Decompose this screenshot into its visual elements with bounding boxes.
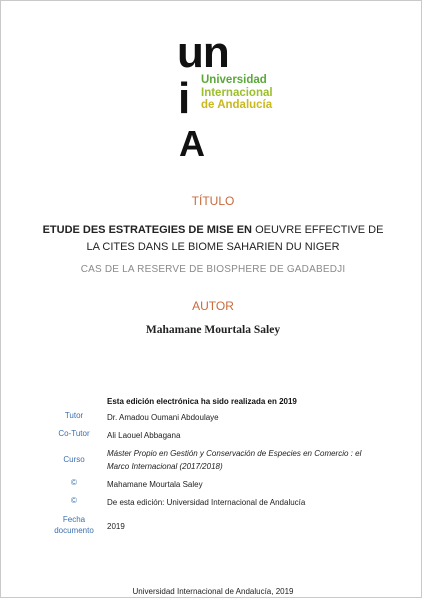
page-footer: Universidad Internacional de Andalucía, 2019 [132, 587, 294, 596]
title-bold-part: ETUDE DES ESTRATEGIES DE MISE EN [42, 224, 253, 236]
curso-row [47, 447, 387, 473]
fecha-label [47, 514, 101, 536]
logo-word-internacional: Internacional [201, 86, 273, 99]
logo-letter-a: A [179, 123, 205, 164]
copyright-icon: © [71, 478, 77, 487]
curso-line-2: Marco Internacional (2017/2018) [107, 462, 223, 471]
fecha-value: 2019 [107, 522, 125, 531]
fecha-row [47, 514, 387, 536]
tutor-row [47, 411, 387, 424]
logo-letters-un: un [177, 28, 229, 77]
copyright-edition-value: De esta edición: Universidad Internacional de Andalucía [107, 498, 306, 507]
autor-heading: AUTOR [192, 299, 234, 313]
cotutor-label: Co-Tutor [58, 429, 90, 438]
metadata-table [47, 411, 387, 541]
tutor-value: Dr. Amadou Oumani Abdoulaye [107, 413, 219, 422]
fecha-label-line-2: documento [54, 526, 94, 535]
tutor-label: Tutor [64, 411, 84, 420]
curso-value [101, 447, 387, 473]
cotutor-value: Ali Laouel Abbagana [107, 431, 181, 440]
logo-wordmark [201, 74, 273, 112]
curso-line-1: Máster Propio en Gestión y Conservación de Especies en Comercio : el [107, 449, 362, 458]
copyright-edition-row [47, 496, 387, 509]
copyright-author-row [47, 478, 387, 491]
subtitle: CAS DE LA RESERVE DE BIOSPHERE DE GADABEDJI [80, 264, 346, 275]
fecha-label-line-1: Fecha [62, 515, 86, 524]
author-name: Mahamane Mourtala Saley [145, 324, 281, 336]
cotutor-row [47, 429, 387, 442]
copyright-author-value: Mahamane Mourtala Saley [107, 480, 203, 489]
curso-label: Curso [63, 455, 85, 464]
title-normal-part: OEUVRE EFFECTIVE DE [252, 224, 384, 236]
title-line-1 [1, 224, 424, 236]
logo-letter-i: i [178, 74, 191, 123]
edition-note: Esta edición electrónica ha sido realizada en 2019 [107, 397, 297, 406]
logo-word-universidad: Universidad [201, 74, 267, 86]
unia-logo [177, 28, 287, 164]
copyright-icon: © [71, 496, 77, 505]
title-line-2: LA CITES DANS LE BIOME SAHARIEN DU NIGER [86, 241, 340, 253]
logo-word-andalucia: de Andalucía [201, 99, 273, 111]
titulo-heading: TÍTULO [191, 194, 235, 208]
